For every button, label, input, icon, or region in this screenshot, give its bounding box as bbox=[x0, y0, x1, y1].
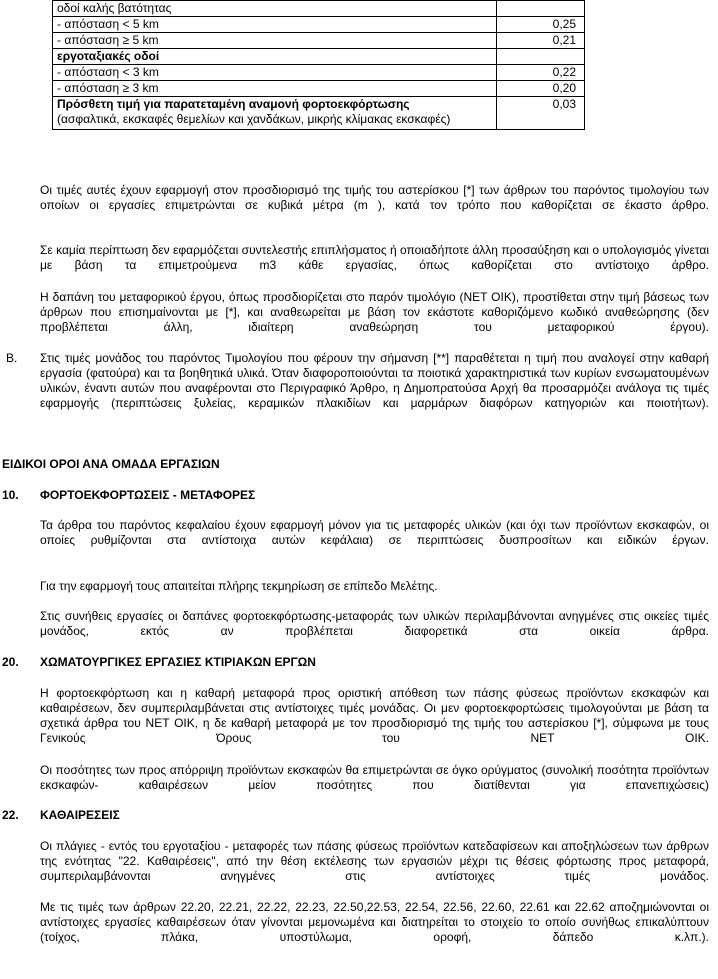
table-cell-desc: εργοταξιακές οδοί bbox=[53, 49, 497, 65]
section-b-marker: Β. bbox=[6, 351, 18, 365]
table-cell-desc bbox=[53, 97, 497, 130]
section-22-paragraph-1: Οι πλάγιες - εντός του εργοταξίου - μεταφορές των πάσης φύσεως προϊόντων κατεδαφίσεων και αποξηλώσεων των άρθρων της ενότητας "22. Καθαιρέσεις", από την θέση εκτέλεσης των εργασιών μέχρι τις θέσεις φόρτωσης προς μεταφορά, συμπεριλαμβάνονται ανηγμένες στις αντίστοιχες τιμές μονάδος. bbox=[40, 839, 709, 883]
table-row bbox=[53, 33, 585, 49]
table-cell-value: 0,25 bbox=[496, 17, 584, 33]
table-row bbox=[53, 97, 585, 130]
table-cell-desc: - απόσταση ≥ 5 km bbox=[53, 33, 497, 49]
section-22-paragraph-2: Με τις τιμές των άρθρων 22.20, 22.21, 22.22, 22.23, 22.50,22.53, 22.54, 22.56, 22.60, 22.61 και 22.62 αποζημιώνονται οι αντίστοιχες εργασίες καθαιρέσεων όταν γίνονται μεμονωμένα και διατηρείται το στοιχείο το οποίο συνήθως επικαλύπτουν (τοίχος, πλάκα, υποστύλωμα, οροφή, δάπεδο κ.λπ.). bbox=[40, 900, 709, 944]
table-row bbox=[53, 17, 585, 33]
section-10-paragraph-2: Για την εφαρμογή τους απαιτείται πλήρης τεκμηρίωση σε επίπεδο Μελέτης. bbox=[40, 579, 438, 593]
table-cell-value bbox=[496, 49, 584, 65]
table-row bbox=[53, 65, 585, 81]
section-22-number: 22. bbox=[2, 808, 19, 822]
table-cell-desc: - απόσταση < 3 km bbox=[53, 65, 497, 81]
table-row bbox=[53, 81, 585, 97]
table-cell-desc: - απόσταση < 5 km bbox=[53, 17, 497, 33]
paragraph-no-multiplier: Σε καμία περίπτωση δεν εφαρμόζεται συντελεστής επιπλήσματος ή οποιαδήποτε άλλη προσαύξηση και ο υπολογισμός γίνεται με βάση τα επιμετρούμενα m3 κάθε εργασίας, όπως καθορίζεται στο αντίστοιχο άρθρο. bbox=[40, 243, 709, 272]
table-cell-value: 0,22 bbox=[496, 65, 584, 81]
section-22-title: ΚΑΘΑΙΡΕΣΕΙΣ bbox=[40, 808, 120, 822]
table-cell-value: 0,03 bbox=[496, 97, 584, 130]
section-10-paragraph-1: Τα άρθρα του παρόντος κεφαλαίου έχουν εφαρμογή μόνον για τις μεταφορές υλικών (και όχι των προϊόντων εκσκαφών, οι οποίες ρυθμίζονται στα αντίστοιχα αυτών κεφάλαια) σε περιπτώσεις δυσπροσίτων και ειδικών έργων. bbox=[40, 518, 709, 547]
section-20-paragraph-1: Η φορτοεκφόρτωση και η καθαρή μεταφορά προς οριστική απόθεση των πάσης φύσεως προϊόντων εκσκαφών και καθαιρέσεων, δεν συμπεριλαμβάνεται στις αντίστοιχες τιμές μονάδας. Οι μεν φορτοεκφορτώσεις τιμολογούνται με βάση τα σχετικά άρθρα του ΝΕΤ ΟΙΚ, η δε καθαρή μεταφορά με τον προσδιορισμό της τιμής του αστερίσκου [*], σύμφωνα με τους Γενικούς Όρους του ΝΕΤ ΟΙΚ. bbox=[40, 686, 709, 745]
section-20-number: 20. bbox=[2, 655, 19, 669]
table-cell-desc: οδοί καλής βατότητας bbox=[53, 1, 497, 17]
paragraph-transport-cost: Η δαπάνη του μεταφορικού έργου, όπως προσδιορίζεται στο παρόν τιμολόγιο (ΝΕΤ ΟΙΚ), προστίθεται στην τιμή βάσεως των άρθρων που επισημαίνονται με [*], και αναθεωρείται με βάση τον εκάστοτε καθοριζόμενο κωδικό αναθεώρησης (δεν προβλέπεται άλλη, ιδιαίτερη αναθεώρηση του μεταφορικού έργου). bbox=[40, 290, 709, 334]
table-row bbox=[53, 1, 585, 17]
table-row bbox=[53, 49, 585, 65]
extra-charge-note: (ασφαλτικά, εκσκαφές θεμελίων και χανδάκων, μικρής κλίμακας εκσκαφές) bbox=[57, 112, 451, 126]
special-terms-heading: ΕΙΔΙΚΟΙ ΟΡΟΙ ΑΝΑ ΟΜΑΔΑ ΕΡΓΑΣΙΩΝ bbox=[2, 457, 220, 471]
section-10-number: 10. bbox=[2, 488, 19, 502]
transport-rates-table bbox=[52, 0, 585, 130]
table-cell-value: 0,20 bbox=[496, 81, 584, 97]
table-cell-desc: - απόσταση ≥ 3 km bbox=[53, 81, 497, 97]
paragraph-asterisk-usage: Οι τιμές αυτές έχουν εφαρμογή στον προσδιορισμό της τιμής του αστερίσκου [*] των άρθρων του παρόντος τιμολογίου των οποίων οι εργασίες επιμετρώνται σε κυβικά μέτρα (m ), κατά τον τρόπο που καθορίζεται σε έκαστο άρθρο. bbox=[40, 183, 709, 212]
section-10-title: ΦΟΡΤΟΕΚΦΟΡΤΩΣΕΙΣ - ΜΕΤΑΦΟΡΕΣ bbox=[40, 488, 256, 502]
section-20-title: ΧΩΜΑΤΟΥΡΓΙΚΕΣ ΕΡΓΑΣΙΕΣ ΚΤΙΡΙΑΚΩΝ ΕΡΓΩΝ bbox=[40, 655, 316, 669]
section-10-paragraph-3: Στις συνήθεις εργασίες οι δαπάνες φορτοεκφόρτωσης-μεταφοράς των υλικών περιλαμβάνονται ανηγμένες στις οικείες τιμές μονάδος, εκτός αν προβλέπεται διαφορετικά στα οικεία άρθρα. bbox=[40, 609, 709, 638]
table-cell-value bbox=[496, 1, 584, 17]
extra-charge-title: Πρόσθετη τιμή για παρατεταμένη αναμονή φορτοεκφόρτωσης bbox=[57, 97, 410, 111]
section-20-paragraph-2: Οι ποσότητες των προς απόρριψη προϊόντων εκσκαφών θα επιμετρώνται σε όγκο ορύγματος (συνολική ποσότητα προϊόντων εκσκαφών- καθαιρέσεων μείον ποσότητες που διατίθενται για επανεπιχώσεις) bbox=[40, 763, 709, 792]
table-cell-value: 0,21 bbox=[496, 33, 584, 49]
paragraph-double-asterisk: Στις τιμές μονάδος του παρόντος Τιμολογίου που φέρουν την σήμανση [**] παραθέτεται η τιμή που αναλογεί στην καθαρή εργασία (φατούρα) και τα βοηθητικά υλικά. Όταν διαφοροποιούνται τα ποιοτικά χαρακτηριστικά των κυρίων ενσωματουμένων υλικών, έναντι αυτών που αναφέρονται στο Περιγραφικό Άρθρο, η Δημοπρατούσα Αρχή θα προσαρμόζει ανάλογα τις τιμές εφαρμογής (περιπτώσεις ξυλείας, κεραμικών πλακιδίων και μαρμάρων διαφόρων κατηγοριών και ποιοτήτων). bbox=[40, 351, 709, 410]
